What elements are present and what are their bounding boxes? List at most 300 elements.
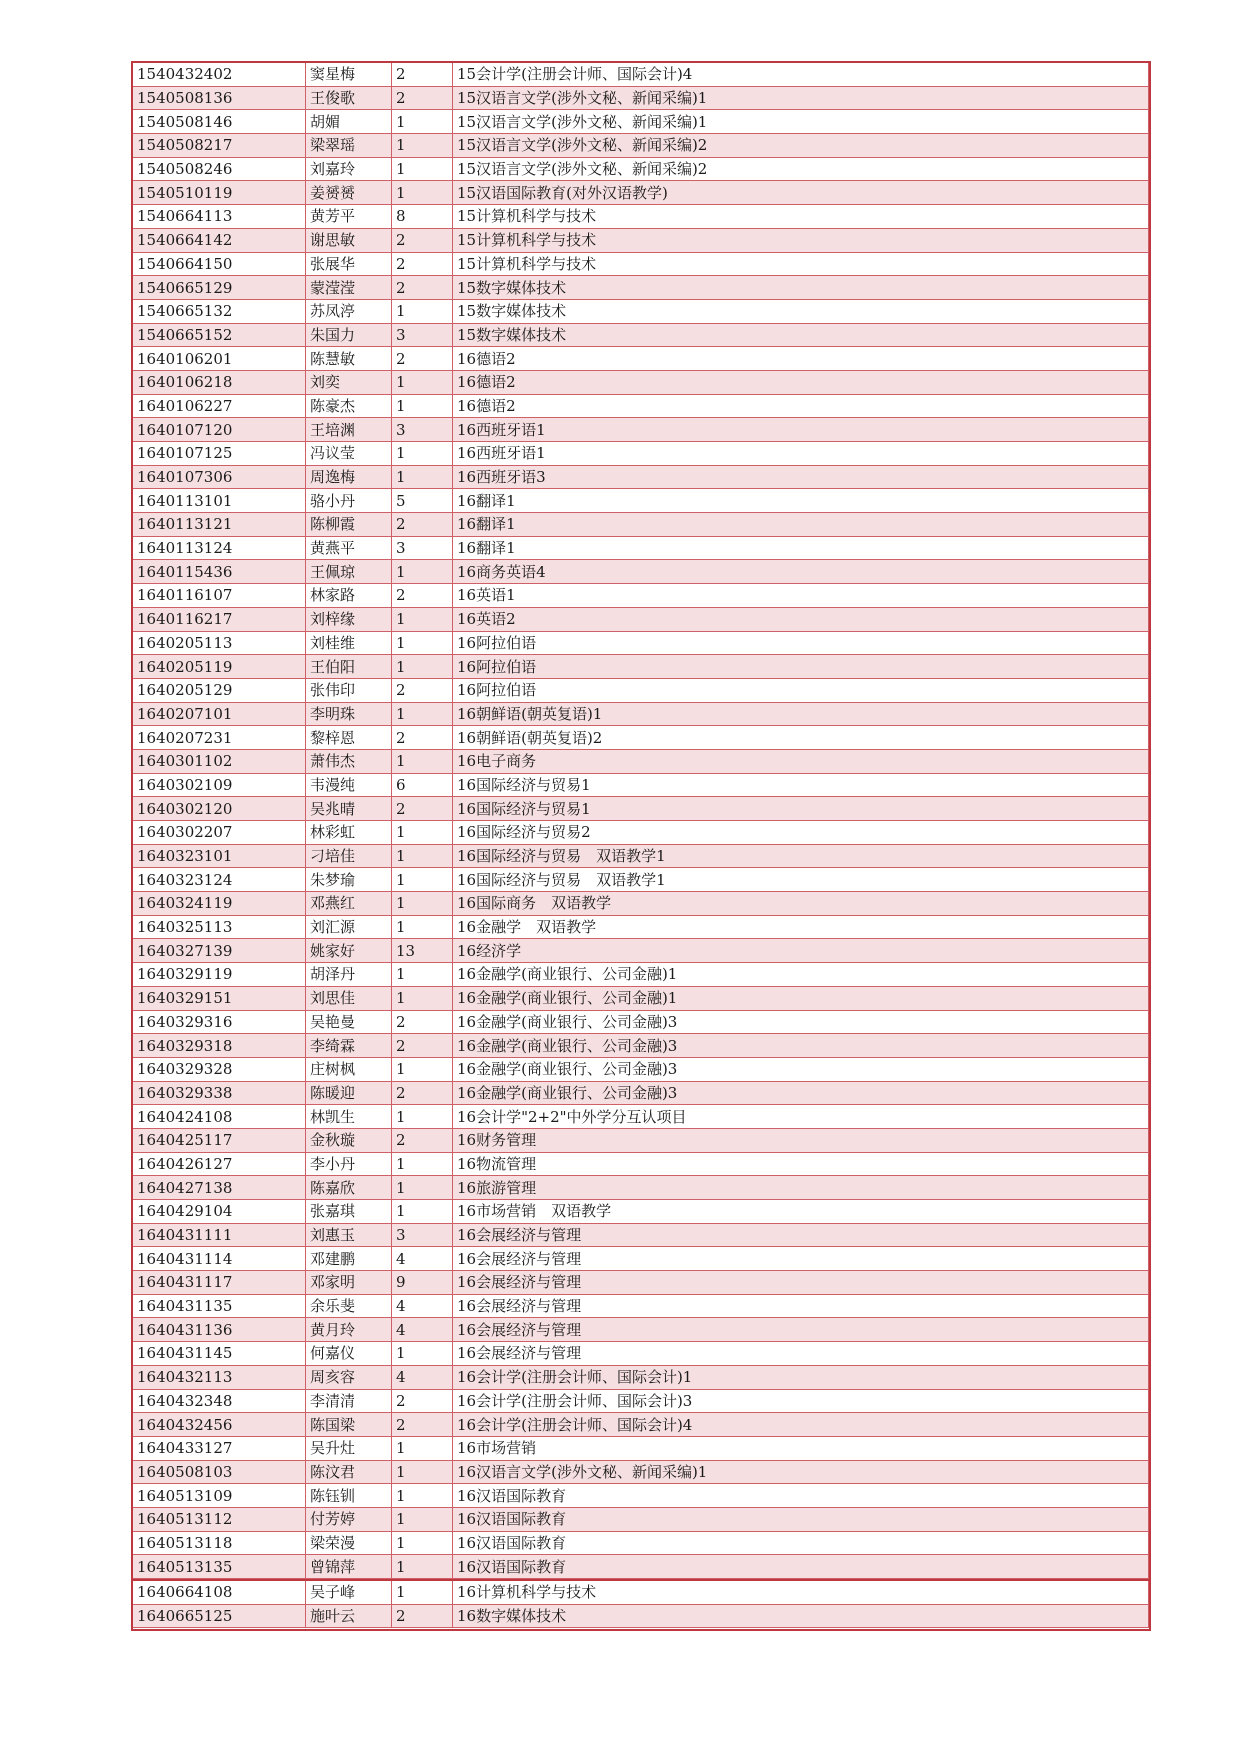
student-name-cell: 梁翠瑶 bbox=[306, 134, 392, 158]
student-id-cell: 1640664108 bbox=[133, 1581, 306, 1605]
student-id-cell: 1640205119 bbox=[133, 655, 306, 679]
student-name-cell: 韦漫纯 bbox=[306, 773, 392, 797]
class-cell: 15数字媒体技术 bbox=[453, 299, 1149, 323]
table-row bbox=[133, 1365, 1149, 1389]
student-name-cell: 冯议莹 bbox=[306, 442, 392, 466]
class-cell: 15汉语言文学(涉外文秘、新闻采编)2 bbox=[453, 134, 1149, 158]
table-row bbox=[133, 584, 1149, 608]
student-id-cell: 1640113101 bbox=[133, 489, 306, 513]
student-id-cell: 1540665132 bbox=[133, 299, 306, 323]
student-id-cell: 1640325113 bbox=[133, 915, 306, 939]
student-id-cell: 1640302207 bbox=[133, 821, 306, 845]
student-name-cell: 刘惠玉 bbox=[306, 1223, 392, 1247]
class-cell: 16朝鲜语(朝英复语)1 bbox=[453, 702, 1149, 726]
table-row bbox=[133, 1128, 1149, 1152]
class-cell: 16德语2 bbox=[453, 370, 1149, 394]
student-id-cell: 1640513109 bbox=[133, 1484, 306, 1508]
table-row bbox=[133, 1436, 1149, 1460]
count-cell: 8 bbox=[392, 205, 453, 229]
student-id-cell: 1640424108 bbox=[133, 1105, 306, 1129]
count-cell: 4 bbox=[392, 1365, 453, 1389]
student-name-cell: 王培渊 bbox=[306, 418, 392, 442]
student-name-cell: 萧伟杰 bbox=[306, 749, 392, 773]
student-name-cell: 张嘉琪 bbox=[306, 1200, 392, 1224]
table-row bbox=[133, 536, 1149, 560]
table-row bbox=[133, 1342, 1149, 1366]
table-row bbox=[133, 892, 1149, 916]
student-name-cell: 庄树枫 bbox=[306, 1057, 392, 1081]
count-cell: 2 bbox=[392, 1034, 453, 1058]
table-row bbox=[133, 655, 1149, 679]
table-row bbox=[133, 276, 1149, 300]
student-name-cell: 李清清 bbox=[306, 1389, 392, 1413]
table-row bbox=[133, 1460, 1149, 1484]
table-row bbox=[133, 1484, 1149, 1508]
count-cell: 1 bbox=[392, 1105, 453, 1129]
class-cell: 16金融学(商业银行、公司金融)3 bbox=[453, 1034, 1149, 1058]
count-cell: 1 bbox=[392, 299, 453, 323]
table-row bbox=[133, 868, 1149, 892]
count-cell: 1 bbox=[392, 655, 453, 679]
student-id-cell: 1540664142 bbox=[133, 228, 306, 252]
count-cell: 1 bbox=[392, 915, 453, 939]
student-name-cell: 窦星梅 bbox=[306, 63, 392, 87]
class-cell: 16国际经济与贸易 双语教学1 bbox=[453, 844, 1149, 868]
student-name-cell: 黄月玲 bbox=[306, 1318, 392, 1342]
student-name-cell: 林家路 bbox=[306, 584, 392, 608]
student-name-cell: 朱梦瑜 bbox=[306, 868, 392, 892]
student-name-cell: 苏凤渟 bbox=[306, 299, 392, 323]
student-name-cell: 吴艳曼 bbox=[306, 1010, 392, 1034]
student-id-cell: 1540510119 bbox=[133, 181, 306, 205]
class-cell: 16金融学(商业银行、公司金融)3 bbox=[453, 1057, 1149, 1081]
table-row bbox=[133, 939, 1149, 963]
student-id-cell: 1640301102 bbox=[133, 749, 306, 773]
student-name-cell: 付芳婷 bbox=[306, 1507, 392, 1531]
class-cell: 16会展经济与管理 bbox=[453, 1223, 1149, 1247]
student-id-cell: 1640429104 bbox=[133, 1200, 306, 1224]
class-cell: 15计算机科学与技术 bbox=[453, 252, 1149, 276]
count-cell: 1 bbox=[392, 560, 453, 584]
student-table bbox=[132, 62, 1149, 1579]
student-name-cell: 陈慧敏 bbox=[306, 347, 392, 371]
class-cell: 15汉语言文学(涉外文秘、新闻采编)1 bbox=[453, 110, 1149, 134]
class-cell: 16会展经济与管理 bbox=[453, 1294, 1149, 1318]
table-row bbox=[133, 465, 1149, 489]
student-id-cell: 1640329119 bbox=[133, 963, 306, 987]
class-cell: 16会计学(注册会计师、国际会计)3 bbox=[453, 1389, 1149, 1413]
count-cell: 1 bbox=[392, 1581, 453, 1605]
student-name-cell: 林彩虹 bbox=[306, 821, 392, 845]
student-name-cell: 吴子峰 bbox=[306, 1581, 392, 1605]
table-row bbox=[133, 844, 1149, 868]
student-name-cell: 刘梓缘 bbox=[306, 607, 392, 631]
student-id-cell: 1640113124 bbox=[133, 536, 306, 560]
student-id-cell: 1640329338 bbox=[133, 1081, 306, 1105]
class-cell: 15汉语言文学(涉外文秘、新闻采编)2 bbox=[453, 157, 1149, 181]
table-row bbox=[133, 915, 1149, 939]
class-cell: 16金融学(商业银行、公司金融)1 bbox=[453, 986, 1149, 1010]
student-id-cell: 1640665125 bbox=[133, 1604, 306, 1628]
student-name-cell: 陈嘉欣 bbox=[306, 1176, 392, 1200]
class-cell: 16西班牙语1 bbox=[453, 418, 1149, 442]
student-name-cell: 刘桂维 bbox=[306, 631, 392, 655]
student-name-cell: 余乐斐 bbox=[306, 1294, 392, 1318]
student-id-cell: 1640302120 bbox=[133, 797, 306, 821]
student-name-cell: 金秋璇 bbox=[306, 1128, 392, 1152]
table-row bbox=[133, 773, 1149, 797]
count-cell: 1 bbox=[392, 1342, 453, 1366]
table-row bbox=[133, 1581, 1149, 1605]
student-name-cell: 王佩琼 bbox=[306, 560, 392, 584]
student-name-cell: 林凯生 bbox=[306, 1105, 392, 1129]
student-name-cell: 曾锦萍 bbox=[306, 1555, 392, 1579]
class-cell: 16会计学"2+2"中外学分互认项目 bbox=[453, 1105, 1149, 1129]
table-row bbox=[133, 63, 1149, 87]
student-name-cell: 姜赟赟 bbox=[306, 181, 392, 205]
student-id-cell: 1640107120 bbox=[133, 418, 306, 442]
student-id-cell: 1640513135 bbox=[133, 1555, 306, 1579]
table-row bbox=[133, 1294, 1149, 1318]
class-cell: 16会展经济与管理 bbox=[453, 1318, 1149, 1342]
class-cell: 16翻译1 bbox=[453, 489, 1149, 513]
student-name-cell: 刘嘉玲 bbox=[306, 157, 392, 181]
count-cell: 1 bbox=[392, 442, 453, 466]
student-id-cell: 1540508146 bbox=[133, 110, 306, 134]
class-cell: 16国际经济与贸易 双语教学1 bbox=[453, 868, 1149, 892]
student-id-cell: 1640431145 bbox=[133, 1342, 306, 1366]
count-cell: 1 bbox=[392, 1176, 453, 1200]
student-id-cell: 1640323124 bbox=[133, 868, 306, 892]
student-id-cell: 1640113121 bbox=[133, 513, 306, 537]
class-cell: 16金融学(商业银行、公司金融)3 bbox=[453, 1081, 1149, 1105]
count-cell: 1 bbox=[392, 868, 453, 892]
student-name-cell: 王俊歌 bbox=[306, 86, 392, 110]
table-row bbox=[133, 1555, 1149, 1579]
table-row bbox=[133, 370, 1149, 394]
table-row bbox=[133, 299, 1149, 323]
student-name-cell: 陈国梁 bbox=[306, 1413, 392, 1437]
table-row bbox=[133, 560, 1149, 584]
student-name-cell: 陈暖迎 bbox=[306, 1081, 392, 1105]
count-cell: 4 bbox=[392, 1247, 453, 1271]
count-cell: 1 bbox=[392, 465, 453, 489]
student-id-cell: 1640106201 bbox=[133, 347, 306, 371]
student-id-cell: 1640323101 bbox=[133, 844, 306, 868]
student-table-extra bbox=[132, 1580, 1149, 1628]
count-cell: 2 bbox=[392, 1128, 453, 1152]
student-name-cell: 邓家明 bbox=[306, 1271, 392, 1295]
student-id-cell: 1640324119 bbox=[133, 892, 306, 916]
count-cell: 2 bbox=[392, 513, 453, 537]
student-name-cell: 骆小丹 bbox=[306, 489, 392, 513]
student-id-cell: 1640426127 bbox=[133, 1152, 306, 1176]
count-cell: 4 bbox=[392, 1318, 453, 1342]
table-row bbox=[133, 442, 1149, 466]
class-cell: 16金融学(商业银行、公司金融)1 bbox=[453, 963, 1149, 987]
class-cell: 16会展经济与管理 bbox=[453, 1342, 1149, 1366]
student-id-cell: 1640431117 bbox=[133, 1271, 306, 1295]
class-cell: 16汉语国际教育 bbox=[453, 1555, 1149, 1579]
table-row bbox=[133, 205, 1149, 229]
table-row bbox=[133, 134, 1149, 158]
table-row bbox=[133, 418, 1149, 442]
class-cell: 16市场营销 双语教学 bbox=[453, 1200, 1149, 1224]
student-id-cell: 1640107306 bbox=[133, 465, 306, 489]
student-id-cell: 1640329316 bbox=[133, 1010, 306, 1034]
student-name-cell: 李绮霖 bbox=[306, 1034, 392, 1058]
count-cell: 1 bbox=[392, 1507, 453, 1531]
student-id-cell: 1640115436 bbox=[133, 560, 306, 584]
class-cell: 16汉语国际教育 bbox=[453, 1484, 1149, 1508]
student-id-cell: 1640513118 bbox=[133, 1531, 306, 1555]
count-cell: 13 bbox=[392, 939, 453, 963]
student-name-cell: 吴升灶 bbox=[306, 1436, 392, 1460]
table-row bbox=[133, 749, 1149, 773]
count-cell: 1 bbox=[392, 749, 453, 773]
student-name-cell: 李小丹 bbox=[306, 1152, 392, 1176]
student-id-cell: 1640327139 bbox=[133, 939, 306, 963]
class-cell: 15汉语言文学(涉外文秘、新闻采编)1 bbox=[453, 86, 1149, 110]
count-cell: 1 bbox=[392, 181, 453, 205]
student-name-cell: 胡泽丹 bbox=[306, 963, 392, 987]
class-cell: 16阿拉伯语 bbox=[453, 655, 1149, 679]
count-cell: 1 bbox=[392, 844, 453, 868]
student-id-cell: 1640432348 bbox=[133, 1389, 306, 1413]
student-id-cell: 1640329151 bbox=[133, 986, 306, 1010]
student-name-cell: 黄芳平 bbox=[306, 205, 392, 229]
student-id-cell: 1640427138 bbox=[133, 1176, 306, 1200]
student-name-cell: 何嘉仪 bbox=[306, 1342, 392, 1366]
count-cell: 2 bbox=[392, 1413, 453, 1437]
count-cell: 2 bbox=[392, 1389, 453, 1413]
class-cell: 16商务英语4 bbox=[453, 560, 1149, 584]
count-cell: 1 bbox=[392, 134, 453, 158]
count-cell: 2 bbox=[392, 252, 453, 276]
table-row bbox=[133, 1176, 1149, 1200]
count-cell: 2 bbox=[392, 797, 453, 821]
count-cell: 1 bbox=[392, 986, 453, 1010]
table-row bbox=[133, 726, 1149, 750]
class-cell: 16国际商务 双语教学 bbox=[453, 892, 1149, 916]
class-cell: 15计算机科学与技术 bbox=[453, 228, 1149, 252]
table-row bbox=[133, 513, 1149, 537]
table-row bbox=[133, 1507, 1149, 1531]
student-name-cell: 黎梓恩 bbox=[306, 726, 392, 750]
student-id-cell: 1640302109 bbox=[133, 773, 306, 797]
count-cell: 1 bbox=[392, 1436, 453, 1460]
student-id-cell: 1540508246 bbox=[133, 157, 306, 181]
table-row bbox=[133, 1200, 1149, 1224]
table-row bbox=[133, 702, 1149, 726]
count-cell: 1 bbox=[392, 631, 453, 655]
count-cell: 1 bbox=[392, 1531, 453, 1555]
count-cell: 1 bbox=[392, 1200, 453, 1224]
student-id-cell: 1640433127 bbox=[133, 1436, 306, 1460]
count-cell: 2 bbox=[392, 1604, 453, 1628]
count-cell: 2 bbox=[392, 86, 453, 110]
student-id-cell: 1640207231 bbox=[133, 726, 306, 750]
student-name-cell: 朱国力 bbox=[306, 323, 392, 347]
count-cell: 1 bbox=[392, 110, 453, 134]
student-id-cell: 1640116217 bbox=[133, 607, 306, 631]
class-cell: 16国际经济与贸易1 bbox=[453, 773, 1149, 797]
student-id-cell: 1640207101 bbox=[133, 702, 306, 726]
table-row bbox=[133, 157, 1149, 181]
class-cell: 16会展经济与管理 bbox=[453, 1271, 1149, 1295]
table-row bbox=[133, 1271, 1149, 1295]
student-id-cell: 1540664150 bbox=[133, 252, 306, 276]
student-name-cell: 胡媚 bbox=[306, 110, 392, 134]
table-row bbox=[133, 821, 1149, 845]
class-cell: 15计算机科学与技术 bbox=[453, 205, 1149, 229]
student-name-cell: 邓燕红 bbox=[306, 892, 392, 916]
class-cell: 16财务管理 bbox=[453, 1128, 1149, 1152]
count-cell: 1 bbox=[392, 1555, 453, 1579]
student-id-cell: 1640205129 bbox=[133, 678, 306, 702]
table-row bbox=[133, 986, 1149, 1010]
class-cell: 15会计学(注册会计师、国际会计)4 bbox=[453, 63, 1149, 87]
count-cell: 1 bbox=[392, 1484, 453, 1508]
table-row bbox=[133, 797, 1149, 821]
table-row bbox=[133, 607, 1149, 631]
student-id-cell: 1640432113 bbox=[133, 1365, 306, 1389]
table-row bbox=[133, 489, 1149, 513]
table-row bbox=[133, 1081, 1149, 1105]
student-id-cell: 1540508136 bbox=[133, 86, 306, 110]
class-cell: 16电子商务 bbox=[453, 749, 1149, 773]
table-row bbox=[133, 1531, 1149, 1555]
class-cell: 15汉语国际教育(对外汉语教学) bbox=[453, 181, 1149, 205]
count-cell: 2 bbox=[392, 678, 453, 702]
count-cell: 1 bbox=[392, 370, 453, 394]
count-cell: 2 bbox=[392, 347, 453, 371]
class-cell: 16金融学(商业银行、公司金融)3 bbox=[453, 1010, 1149, 1034]
class-cell: 16朝鲜语(朝英复语)2 bbox=[453, 726, 1149, 750]
table-row bbox=[133, 1318, 1149, 1342]
table-row bbox=[133, 1389, 1149, 1413]
student-name-cell: 刘奕 bbox=[306, 370, 392, 394]
student-name-cell: 周亥容 bbox=[306, 1365, 392, 1389]
class-cell: 15数字媒体技术 bbox=[453, 323, 1149, 347]
student-name-cell: 刘思佳 bbox=[306, 986, 392, 1010]
table-row bbox=[133, 1247, 1149, 1271]
student-name-cell: 张展华 bbox=[306, 252, 392, 276]
student-name-cell: 李明珠 bbox=[306, 702, 392, 726]
table-row bbox=[133, 394, 1149, 418]
class-cell: 16计算机科学与技术 bbox=[453, 1581, 1149, 1605]
student-id-cell: 1640431136 bbox=[133, 1318, 306, 1342]
count-cell: 5 bbox=[392, 489, 453, 513]
student-name-cell: 刘汇源 bbox=[306, 915, 392, 939]
student-name-cell: 蒙滢滢 bbox=[306, 276, 392, 300]
count-cell: 1 bbox=[392, 1460, 453, 1484]
class-cell: 16旅游管理 bbox=[453, 1176, 1149, 1200]
class-cell: 16国际经济与贸易2 bbox=[453, 821, 1149, 845]
table-row bbox=[133, 631, 1149, 655]
student-name-cell: 吴兆晴 bbox=[306, 797, 392, 821]
student-id-cell: 1640205113 bbox=[133, 631, 306, 655]
count-cell: 1 bbox=[392, 1057, 453, 1081]
count-cell: 6 bbox=[392, 773, 453, 797]
student-id-cell: 1640431135 bbox=[133, 1294, 306, 1318]
class-cell: 16英语1 bbox=[453, 584, 1149, 608]
student-table-body bbox=[133, 63, 1149, 1579]
count-cell: 3 bbox=[392, 1223, 453, 1247]
student-table-extra-body bbox=[133, 1581, 1149, 1628]
class-cell: 16国际经济与贸易1 bbox=[453, 797, 1149, 821]
student-id-cell: 1540508217 bbox=[133, 134, 306, 158]
student-id-cell: 1540665129 bbox=[133, 276, 306, 300]
count-cell: 1 bbox=[392, 892, 453, 916]
count-cell: 1 bbox=[392, 1152, 453, 1176]
table-row bbox=[133, 1010, 1149, 1034]
student-id-cell: 1540664113 bbox=[133, 205, 306, 229]
class-cell: 16汉语国际教育 bbox=[453, 1507, 1149, 1531]
table-row bbox=[133, 323, 1149, 347]
count-cell: 2 bbox=[392, 584, 453, 608]
class-cell: 16德语2 bbox=[453, 347, 1149, 371]
student-id-cell: 1640107125 bbox=[133, 442, 306, 466]
table-row bbox=[133, 1057, 1149, 1081]
student-id-cell: 1640425117 bbox=[133, 1128, 306, 1152]
count-cell: 3 bbox=[392, 323, 453, 347]
student-id-cell: 1540432402 bbox=[133, 63, 306, 87]
class-cell: 16西班牙语3 bbox=[453, 465, 1149, 489]
table-row bbox=[133, 1413, 1149, 1437]
count-cell: 2 bbox=[392, 228, 453, 252]
student-name-cell: 刁培佳 bbox=[306, 844, 392, 868]
student-name-cell: 周逸梅 bbox=[306, 465, 392, 489]
class-cell: 16德语2 bbox=[453, 394, 1149, 418]
student-name-cell: 梁荣漫 bbox=[306, 1531, 392, 1555]
table-row bbox=[133, 963, 1149, 987]
count-cell: 4 bbox=[392, 1294, 453, 1318]
student-id-cell: 1640508103 bbox=[133, 1460, 306, 1484]
student-id-cell: 1540665152 bbox=[133, 323, 306, 347]
class-cell: 16英语2 bbox=[453, 607, 1149, 631]
count-cell: 3 bbox=[392, 536, 453, 560]
table-row bbox=[133, 347, 1149, 371]
class-cell: 16物流管理 bbox=[453, 1152, 1149, 1176]
student-name-cell: 陈钰钏 bbox=[306, 1484, 392, 1508]
class-cell: 16金融学 双语教学 bbox=[453, 915, 1149, 939]
table-row bbox=[133, 678, 1149, 702]
count-cell: 9 bbox=[392, 1271, 453, 1295]
class-cell: 16翻译1 bbox=[453, 513, 1149, 537]
student-id-cell: 1640431114 bbox=[133, 1247, 306, 1271]
class-cell: 16翻译1 bbox=[453, 536, 1149, 560]
table-row bbox=[133, 1223, 1149, 1247]
student-name-cell: 谢思敏 bbox=[306, 228, 392, 252]
student-id-cell: 1640432456 bbox=[133, 1413, 306, 1437]
count-cell: 2 bbox=[392, 276, 453, 300]
table-row bbox=[133, 1604, 1149, 1628]
count-cell: 1 bbox=[392, 702, 453, 726]
student-name-cell: 陈豪杰 bbox=[306, 394, 392, 418]
table-row bbox=[133, 1034, 1149, 1058]
student-id-cell: 1640116107 bbox=[133, 584, 306, 608]
table-row bbox=[133, 181, 1149, 205]
count-cell: 3 bbox=[392, 418, 453, 442]
table-row bbox=[133, 228, 1149, 252]
student-name-cell: 张伟印 bbox=[306, 678, 392, 702]
student-name-cell: 姚家好 bbox=[306, 939, 392, 963]
count-cell: 1 bbox=[392, 607, 453, 631]
table-row bbox=[133, 1105, 1149, 1129]
class-cell: 16汉语言文学(涉外文秘、新闻采编)1 bbox=[453, 1460, 1149, 1484]
table-row bbox=[133, 86, 1149, 110]
